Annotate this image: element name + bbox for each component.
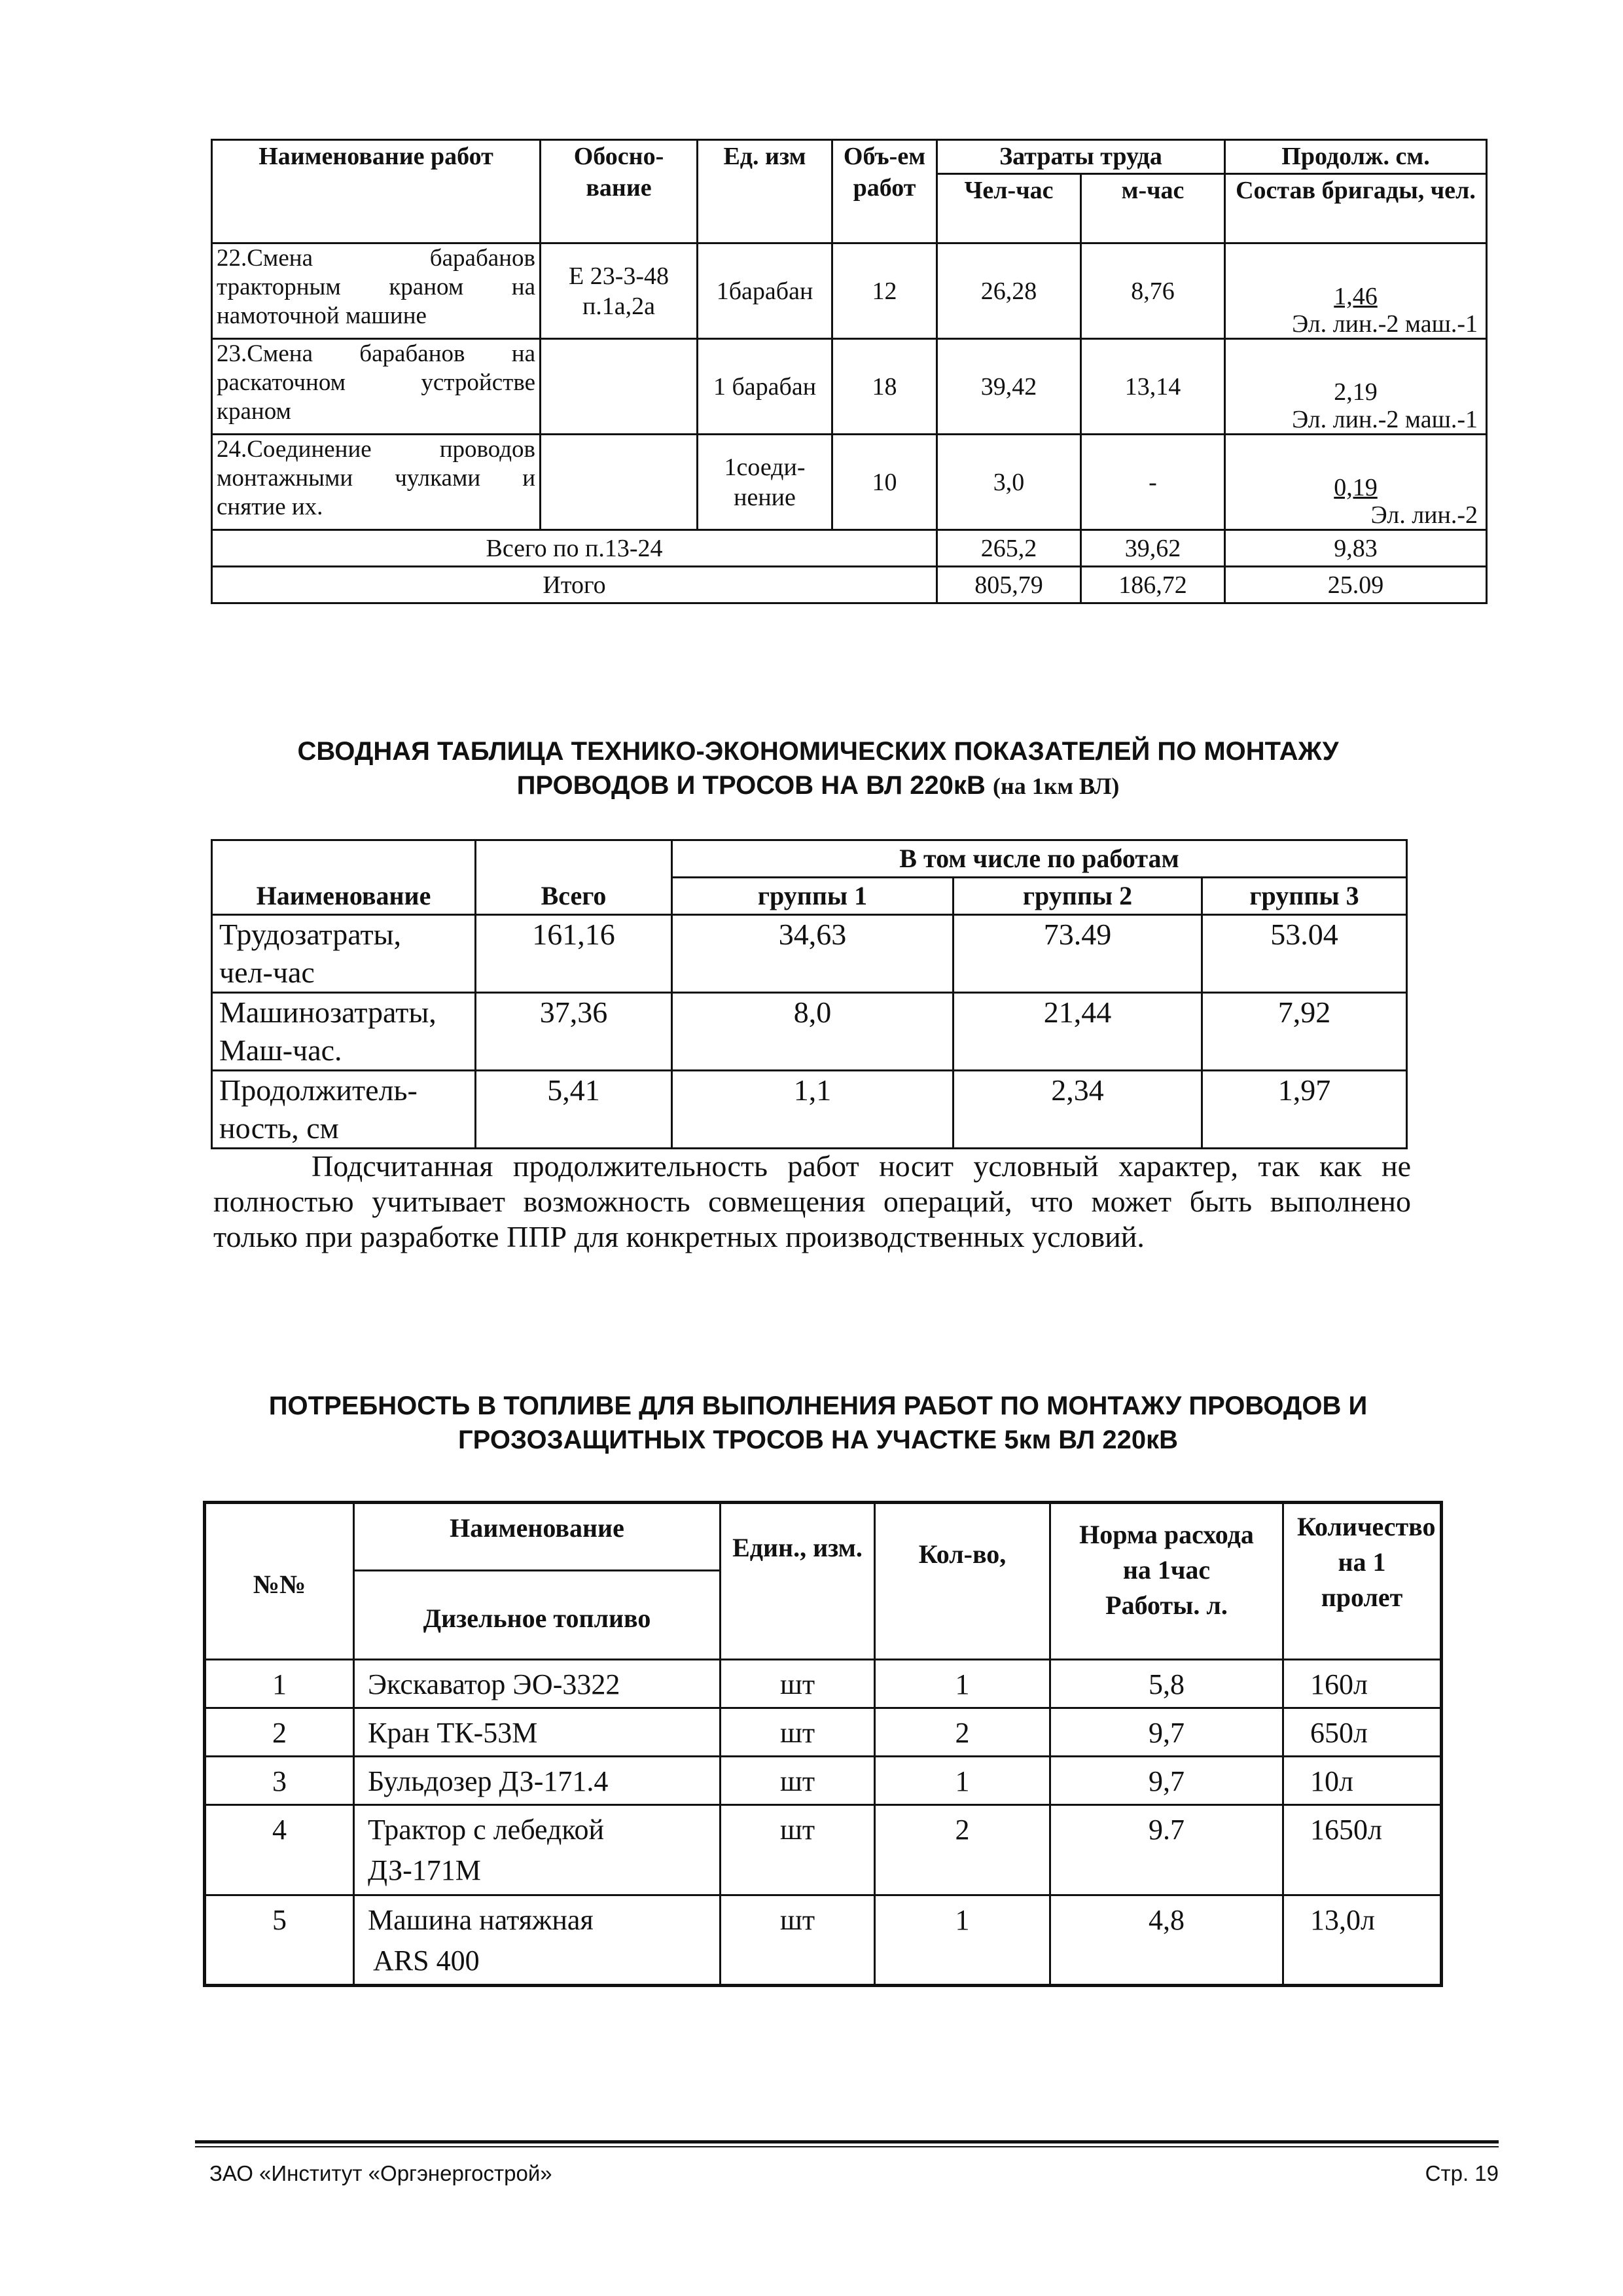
basis	[541, 435, 698, 530]
row-number: 3	[205, 1757, 354, 1805]
indicator-name-line: ность, см	[219, 1111, 339, 1145]
quantity: 1	[875, 1895, 1050, 1986]
indicator-name	[212, 915, 476, 993]
header-duration: Продолж. см.	[1225, 140, 1487, 174]
footer-divider	[195, 2140, 1499, 2144]
total-label: Итого	[212, 567, 937, 603]
table-row	[205, 1660, 1442, 1708]
header-unit: Един., изм.	[721, 1503, 875, 1660]
crew: Эл. лин.-2 маш.-1	[1292, 310, 1478, 338]
group-3-value: 53.04	[1202, 915, 1407, 993]
subtotal-label: Всего по п.13-24	[212, 530, 937, 567]
total-man-hours: 805,79	[937, 567, 1081, 603]
norm: 9,7	[1050, 1708, 1283, 1757]
machine-name-line: Кран ТК-53М	[368, 1717, 538, 1749]
unit: шт	[721, 1757, 875, 1805]
machine-name-line: ARS 400	[373, 1945, 480, 1977]
quantity: 2	[875, 1805, 1050, 1895]
machine-name	[354, 1660, 721, 1708]
indicator-name-line: Трудозатраты,	[219, 918, 402, 951]
table-row	[205, 1895, 1442, 1986]
group-3-value: 7,92	[1202, 993, 1407, 1071]
crew: Эл. лин.-2 маш.-1	[1292, 406, 1478, 433]
page-number: Стр. 19	[1425, 2161, 1499, 2185]
duration-crew	[1225, 339, 1487, 435]
unit: шт	[721, 1708, 875, 1757]
section-heading-summary	[196, 734, 1440, 803]
note-paragraph: Подсчитанная продолжительность работ носит условный характер, так как не полностью учитывает возможность совмещения операций, что может быть выполнено только при разработке ППР для конкретных производственных условий.	[213, 1149, 1411, 1253]
header-number: №№	[205, 1503, 354, 1660]
header-volume: Объ-ем работ	[832, 140, 937, 243]
machine-hours: -	[1081, 435, 1225, 530]
footer-divider	[195, 2146, 1499, 2147]
heading-line: ГРОЗОЗАЩИТНЫХ ТРОСОВ НА УЧАСТКЕ 5км ВЛ 220кВ	[458, 1426, 1178, 1454]
work-labor-table	[211, 139, 1488, 604]
header-fuel-type: Дизельное топливо	[354, 1571, 721, 1660]
total-value: 161,16	[476, 915, 672, 993]
per-span: 10л	[1283, 1757, 1442, 1805]
quantity: 1	[875, 1660, 1050, 1708]
header-name: Наименование	[212, 840, 476, 915]
row-number: 1	[205, 1660, 354, 1708]
header-norm: Норма расхода на 1час Работы. л.	[1050, 1503, 1283, 1660]
table-row	[205, 1708, 1442, 1757]
machine-name	[354, 1757, 721, 1805]
quantity: 2	[875, 1708, 1050, 1757]
man-hours: 39,42	[937, 339, 1081, 435]
duration-crew	[1225, 243, 1487, 339]
man-hours: 3,0	[937, 435, 1081, 530]
unit: шт	[721, 1805, 875, 1895]
unit: 1 барабан	[698, 339, 832, 435]
quantity: 1	[875, 1757, 1050, 1805]
table-row	[212, 339, 1487, 435]
header-work-name: Наименование работ	[212, 140, 541, 243]
unit: 1соеди-нение	[698, 435, 832, 530]
machine-hours: 8,76	[1081, 243, 1225, 339]
table-row	[212, 915, 1407, 993]
work-name: 23.Смена барабанов на раскаточном устройстве краном	[212, 339, 541, 435]
table-row	[212, 243, 1487, 339]
total-duration: 25.09	[1225, 567, 1487, 603]
heading-line: ПОТРЕБНОСТЬ В ТОПЛИВЕ ДЛЯ ВЫПОЛНЕНИЯ РАБОТ ПО МОНТАЖУ ПРОВОДОВ И	[268, 1391, 1368, 1420]
heading-line	[196, 768, 1440, 803]
heading-text: ПРОВОДОВ И ТРОСОВ НА ВЛ 220кВ	[516, 771, 986, 800]
machine-name	[354, 1708, 721, 1757]
volume: 10	[832, 435, 937, 530]
row-number: 2	[205, 1708, 354, 1757]
volume: 18	[832, 339, 937, 435]
section-heading-fuel	[196, 1389, 1440, 1457]
group-2-value: 21,44	[954, 993, 1202, 1071]
header-crew: Состав бригады, чел.	[1225, 174, 1487, 243]
header-group-1: группы 1	[672, 878, 954, 915]
row-number: 4	[205, 1805, 354, 1895]
machine-name-line: Машина натяжная	[368, 1904, 594, 1936]
duration: 2,19	[1334, 378, 1378, 406]
indicator-name	[212, 1071, 476, 1149]
indicator-name-line: Маш-час.	[219, 1033, 342, 1067]
group-2-value: 73.49	[954, 915, 1202, 993]
fuel-table	[203, 1501, 1443, 1987]
header-group-3: группы 3	[1202, 878, 1407, 915]
crew: Эл. лин.-2	[1370, 501, 1478, 529]
group-1-value: 8,0	[672, 993, 954, 1071]
table-row	[205, 1805, 1442, 1895]
indicator-name-line: Машинозатраты,	[219, 996, 437, 1029]
unit: шт	[721, 1895, 875, 1986]
unit: шт	[721, 1660, 875, 1708]
header-including: В том числе по работам	[672, 840, 1407, 878]
group-1-value: 34,63	[672, 915, 954, 993]
table-row	[212, 993, 1407, 1071]
header-quantity: Кол-во,	[875, 1503, 1050, 1660]
table-row	[212, 435, 1487, 530]
unit: 1барабан	[698, 243, 832, 339]
header-name: Наименование	[354, 1503, 721, 1571]
header-machine-hours: м-час	[1081, 174, 1225, 243]
norm: 4,8	[1050, 1895, 1283, 1986]
total-machine-hours: 186,72	[1081, 567, 1225, 603]
machine-name-line: Бульдозер ДЗ-171.4	[368, 1765, 609, 1797]
machine-hours: 13,14	[1081, 339, 1225, 435]
per-span: 1650л	[1283, 1805, 1442, 1895]
header-group-2: группы 2	[954, 878, 1202, 915]
total-row	[212, 567, 1487, 603]
subtotal-row	[212, 530, 1487, 567]
norm: 9,7	[1050, 1757, 1283, 1805]
header-basis: Обосно-вание	[541, 140, 698, 243]
machine-name-line: Экскаватор ЭО-3322	[368, 1668, 620, 1700]
norm: 9.7	[1050, 1805, 1283, 1895]
row-number: 5	[205, 1895, 354, 1986]
header-man-hours: Чел-час	[937, 174, 1081, 243]
subtotal-duration: 9,83	[1225, 530, 1487, 567]
subtotal-man-hours: 265,2	[937, 530, 1081, 567]
table-row	[205, 1757, 1442, 1805]
per-span: 650л	[1283, 1708, 1442, 1757]
subtotal-machine-hours: 39,62	[1081, 530, 1225, 567]
header-total: Всего	[476, 840, 672, 915]
heading-line: СВОДНАЯ ТАБЛИЦА ТЕХНИКО-ЭКОНОМИЧЕСКИХ ПОКАЗАТЕЛЕЙ ПО МОНТАЖУ	[297, 737, 1339, 766]
duration-crew	[1225, 435, 1487, 530]
work-name: 24.Соединение проводов монтажными чулками и снятие их.	[212, 435, 541, 530]
machine-name	[354, 1895, 721, 1986]
total-value: 37,36	[476, 993, 672, 1071]
volume: 12	[832, 243, 937, 339]
basis	[541, 339, 698, 435]
per-span: 160л	[1283, 1660, 1442, 1708]
norm: 5,8	[1050, 1660, 1283, 1708]
machine-name	[354, 1805, 721, 1895]
work-name: 22.Смена барабанов тракторным краном на намоточной машине	[212, 243, 541, 339]
indicator-name-line: чел-час	[219, 956, 315, 989]
header-labor: Затраты труда	[937, 140, 1225, 174]
summary-table	[211, 839, 1408, 1149]
heading-note: (на 1км ВЛ)	[992, 773, 1120, 799]
group-1-value: 1,1	[672, 1071, 954, 1149]
table-row	[212, 1071, 1407, 1149]
group-3-value: 1,97	[1202, 1071, 1407, 1149]
footer-organization: ЗАО «Институт «Оргэнергострой»	[209, 2161, 552, 2185]
duration: 1,46	[1334, 283, 1378, 310]
machine-name-line: ДЗ-171М	[368, 1854, 481, 1886]
machine-name-line: Трактор с лебедкой	[368, 1814, 605, 1846]
per-span: 13,0л	[1283, 1895, 1442, 1986]
duration: 0,19	[1334, 474, 1378, 501]
basis: Е 23-3-48 п.1а,2а	[541, 243, 698, 339]
header-per-span: Количество на 1 пролет	[1283, 1503, 1442, 1660]
man-hours: 26,28	[937, 243, 1081, 339]
group-2-value: 2,34	[954, 1071, 1202, 1149]
indicator-name	[212, 993, 476, 1071]
indicator-name-line: Продолжитель-	[219, 1073, 418, 1107]
header-unit: Ед. изм	[698, 140, 832, 243]
total-value: 5,41	[476, 1071, 672, 1149]
